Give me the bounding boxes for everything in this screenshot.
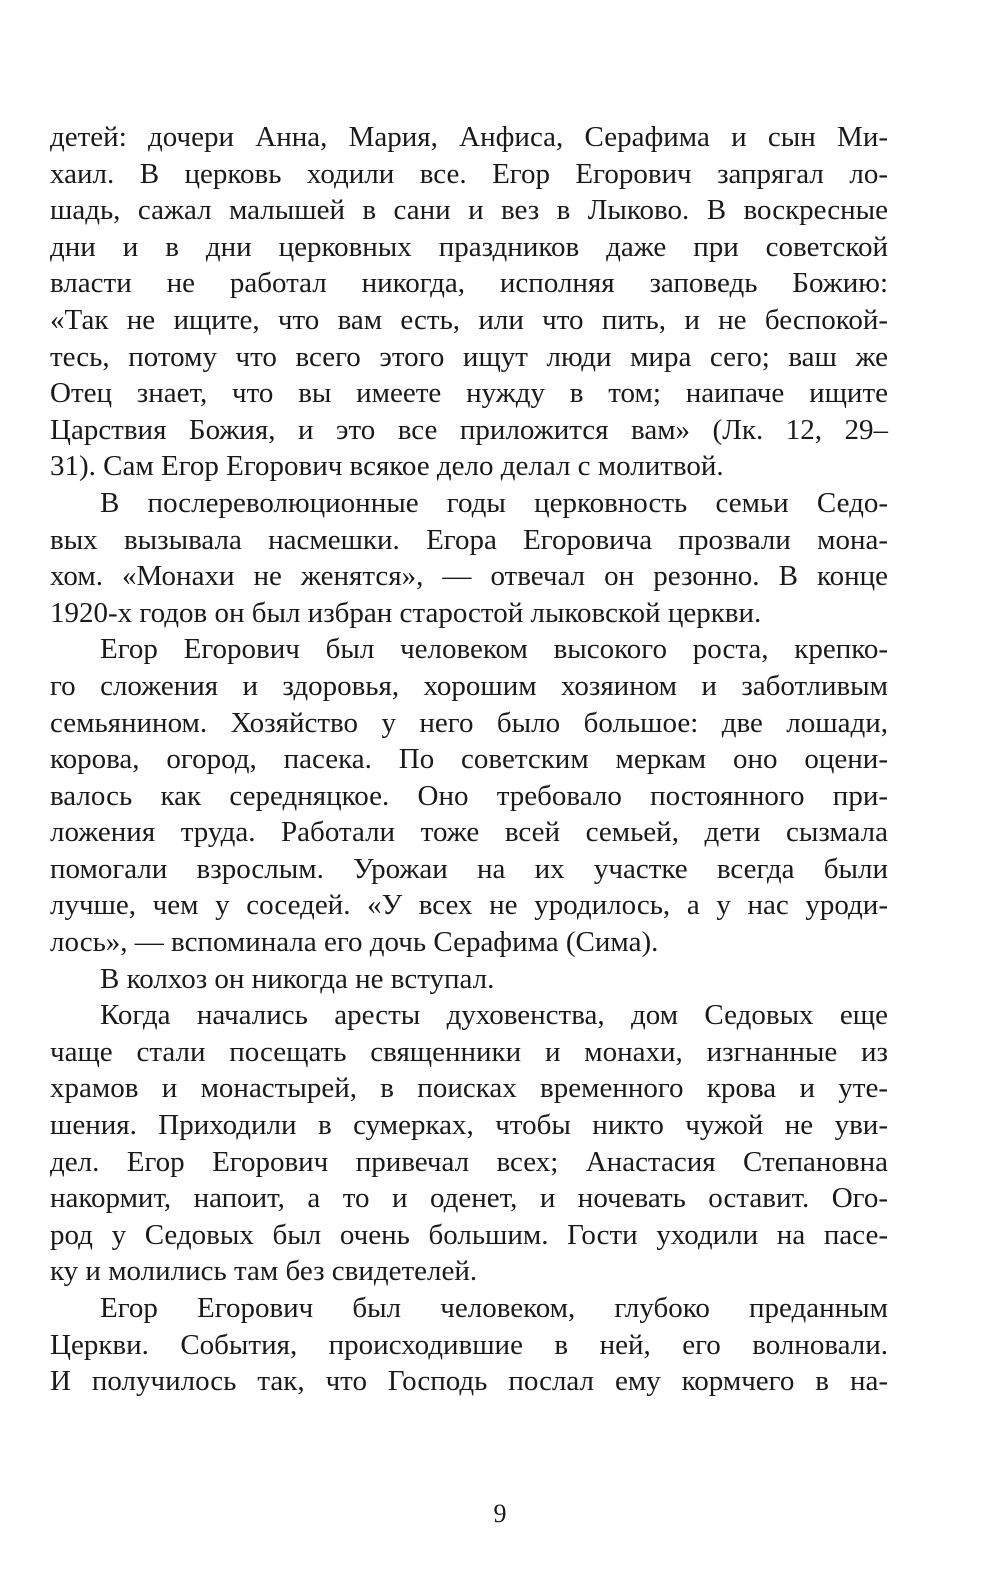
main-text — [50, 119, 888, 1400]
text-line: накормит, напоит, а то и оденет, и ночевать оставит. Ого- — [50, 1182, 888, 1215]
text-line: род у Седовых был очень большим. Гости уходили на пасе- — [50, 1218, 888, 1251]
text-line: дни и в дни церковных праздников даже при советской — [50, 230, 888, 263]
text-line: Церкви. События, происходившие в ней, его волновали. — [50, 1328, 888, 1361]
text-line: лось», — вспоминала его дочь Серафима (Сима). — [50, 926, 659, 959]
text-line: валось как середняцкое. Оно требовало постоянного при- — [50, 779, 888, 812]
text-line: Царствия Божия, и это все приложится вам» (Лк. 12, 29– — [50, 413, 888, 446]
text-line: Егор Егорович был человеком высокого роста, крепко- — [100, 633, 888, 666]
paragraph — [50, 961, 888, 998]
text-line: корова, огород, пасека. По советским меркам оно оцени- — [50, 743, 888, 776]
text-line: го сложения и здоровья, хорошим хозяином и заботливым — [50, 669, 888, 702]
page-number: 9 — [493, 1499, 507, 1528]
text-line: дел. Егор Егорович привечал всех; Анастасия Степановна — [50, 1145, 888, 1178]
text-line: власти не работал никогда, исполняя заповедь Божию: — [50, 267, 888, 300]
text-line: 1920-х годов он был избран старостой лыковской церкви. — [50, 596, 762, 629]
paragraph — [50, 997, 888, 1290]
text-line: Когда начались аресты духовенства, дом Седовых еще — [100, 999, 888, 1032]
paragraph — [50, 119, 888, 485]
text-line: 31). Сам Егор Егорович всякое дело делал с молитвой. — [50, 450, 724, 483]
text-line: хаил. В церковь ходили все. Егор Егорович запрягал ло- — [50, 157, 888, 190]
text-line: И получилось так, что Господь послал ему кормчего в на- — [50, 1365, 888, 1398]
text-line: «Так не ищите, что вам есть, или что пить, и не беспокой- — [50, 303, 888, 336]
text-line: тесь, потому что всего этого ищут люди мира сего; ваш же — [50, 340, 888, 373]
paragraph — [50, 485, 888, 631]
paragraph — [50, 631, 888, 960]
text-line: ку и молились там без свидетелей. — [50, 1255, 478, 1288]
text-line: вых вызывала насмешки. Егора Егоровича прозвали мона- — [50, 523, 888, 556]
text-line: В колхоз он никогда не вступал. — [100, 962, 495, 995]
text-line: семьянином. Хозяйство у него было большое: две лошади, — [50, 706, 888, 739]
text-line: ложения труда. Работали тоже всей семьей, дети сызмала — [50, 816, 888, 849]
text-line: помогали взрослым. Урожаи на их участке всегда были — [50, 852, 888, 885]
text-line: В послереволюционные годы церковность семьи Седо- — [100, 486, 888, 519]
text-line: храмов и монастырей, в поисках временного крова и уте- — [50, 1072, 888, 1105]
text-line: Егор Егорович был человеком, глубоко преданным — [100, 1292, 888, 1324]
text-line: Отец знает, что вы имеете нужду в том; наипаче ищите — [50, 377, 888, 410]
text-line: хом. «Монахи не женятся», — отвечал он резонно. В конце — [50, 560, 888, 593]
text-line: чаще стали посещать священники и монахи, изгнанные из — [50, 1035, 888, 1068]
paragraph — [50, 1290, 888, 1400]
text-line: лучше, чем у соседей. «У всех не уродилось, а у нас уроди- — [50, 889, 888, 922]
text-line: шения. Приходили в сумерках, чтобы никто чужой не уви- — [50, 1109, 888, 1142]
text-line: шадь, сажал малышей в сани и вез в Лыково. В воскресные — [50, 194, 888, 227]
text-line: детей: дочери Анна, Мария, Анфиса, Серафима и сын Ми- — [50, 121, 888, 153]
